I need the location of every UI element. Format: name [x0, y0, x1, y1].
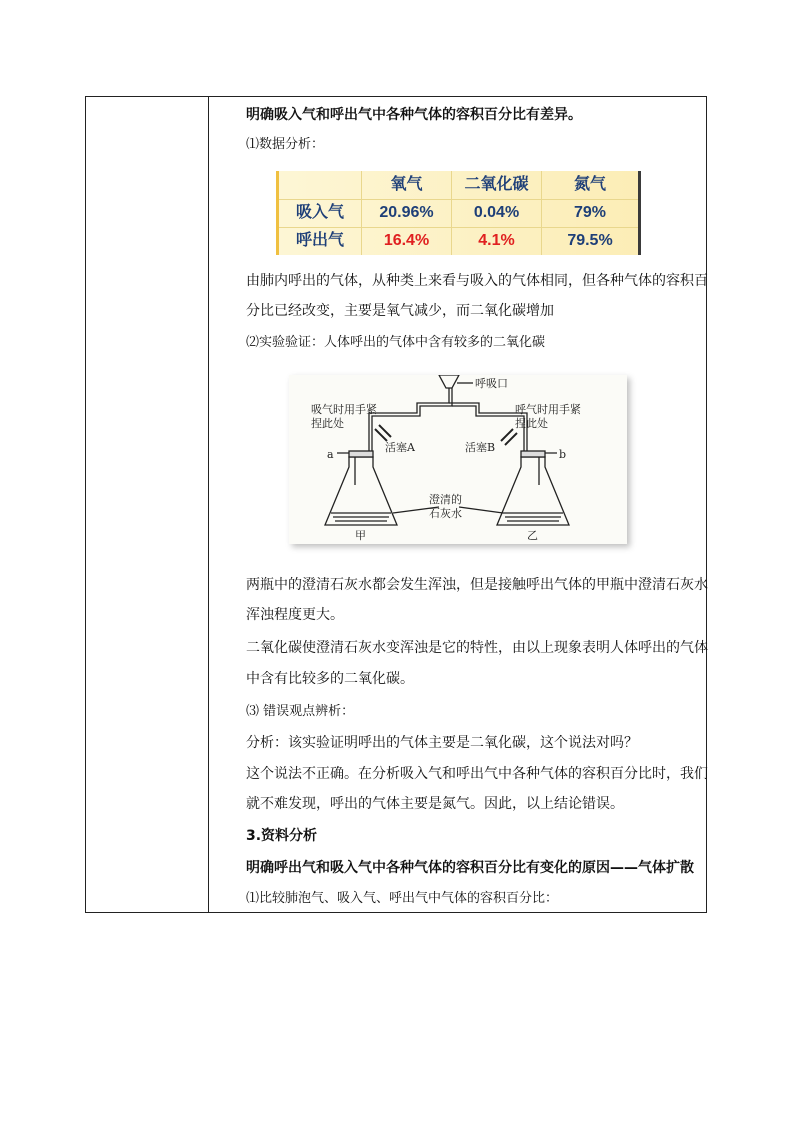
label-tube-a: a	[327, 448, 334, 461]
paragraph-line: 就不难发现，呼出的气体主要是氮气。因此，以上结论错误。	[246, 796, 624, 812]
table-cell: 16.4%	[362, 227, 452, 255]
experiment-figure	[289, 375, 627, 544]
paragraph-line: 二氧化碳使澄清石灰水变浑浊是它的特性，由以上现象表明人体呼出的气体	[246, 640, 708, 656]
row-label: 呼出气	[279, 227, 362, 255]
heading-volume-difference: 明确吸入气和呼出气中各种气体的容积百分比有差异。	[246, 107, 582, 123]
paragraph-line: 这个说法不正确。在分析吸入气和呼出气中各种气体的容积百分比时，我们	[246, 766, 708, 782]
funnel-shape	[439, 375, 459, 388]
table-cell: 20.96%	[362, 199, 452, 227]
paragraph-line: 分比已经改变，主要是氧气减少，而二氧化碳增加	[246, 303, 554, 319]
label-flask-jia: 甲	[355, 529, 366, 542]
item-compare: ⑴比较肺泡气、吸入气、呼出气中气体的容积百分比：	[246, 891, 559, 906]
table-header-cell: 二氧化碳	[452, 171, 542, 199]
label-tube-b: b	[559, 448, 567, 461]
label-mouthpiece: 呼吸口	[475, 377, 508, 390]
label-valve-b: 活塞B	[465, 441, 496, 454]
table-cell: 0.04%	[452, 199, 542, 227]
table-header-cell	[279, 171, 362, 199]
item-experiment: ⑵实验验证：人体呼出的气体中含有较多的二氧化碳	[246, 335, 546, 350]
table-cell: 79%	[573, 204, 607, 221]
table-header-row	[279, 171, 638, 200]
table-cell: 4.1%	[452, 227, 542, 255]
lesson-table	[85, 96, 707, 913]
paragraph-line: 浑浊程度更大。	[246, 607, 344, 623]
gas-volume-table	[276, 171, 641, 255]
paragraph-line: 由肺内呼出的气体，从种类上来看与吸入的气体相同，但各种气体的容积百	[246, 273, 708, 289]
item-misconception: ⑶ 错误观点辨析：	[246, 704, 355, 719]
label-left-note-1: 吸气时用手紧	[311, 403, 377, 416]
paragraph-line: 中含有比较多的二氧化碳。	[246, 671, 414, 687]
section-title: 3.资料分析	[246, 828, 318, 844]
label-limewater-2: 石灰水	[429, 507, 462, 520]
label-limewater-1: 澄清的	[429, 493, 462, 506]
paragraph-question: 分析：该实验证明呼出的气体主要是二氧化碳，这个说法对吗？	[246, 735, 638, 751]
paragraph-line: 两瓶中的澄清石灰水都会发生浑浊，但是接触呼出气体的甲瓶中澄清石灰水	[246, 577, 708, 593]
label-flask-yi: 乙	[527, 529, 538, 542]
tube-a	[337, 453, 355, 485]
item-data-analysis: ⑴数据分析：	[246, 137, 325, 152]
table-row	[279, 227, 638, 255]
table-row	[279, 199, 638, 228]
table-header-cell: 氮气	[573, 176, 606, 193]
label-left-note-2: 捏此处	[311, 417, 344, 430]
label-right-note-2: 捏此处	[515, 417, 548, 430]
table-header-cell: 氧气	[362, 171, 452, 199]
label-right-note-1: 呼气时用手紧	[515, 403, 581, 416]
heading-diffusion: 明确呼出气和吸入气中各种气体的容积百分比有变化的原因——气体扩散	[246, 860, 694, 876]
label-valve-a: 活塞A	[385, 441, 415, 454]
tube-b	[539, 453, 557, 485]
table-cell: 79.5%	[567, 232, 613, 249]
row-label: 吸入气	[279, 199, 362, 227]
column-divider	[208, 97, 209, 912]
apparatus-diagram	[289, 375, 627, 544]
flask-left-shape	[325, 457, 397, 525]
flask-right-shape	[497, 457, 569, 525]
content-cell	[211, 97, 708, 912]
